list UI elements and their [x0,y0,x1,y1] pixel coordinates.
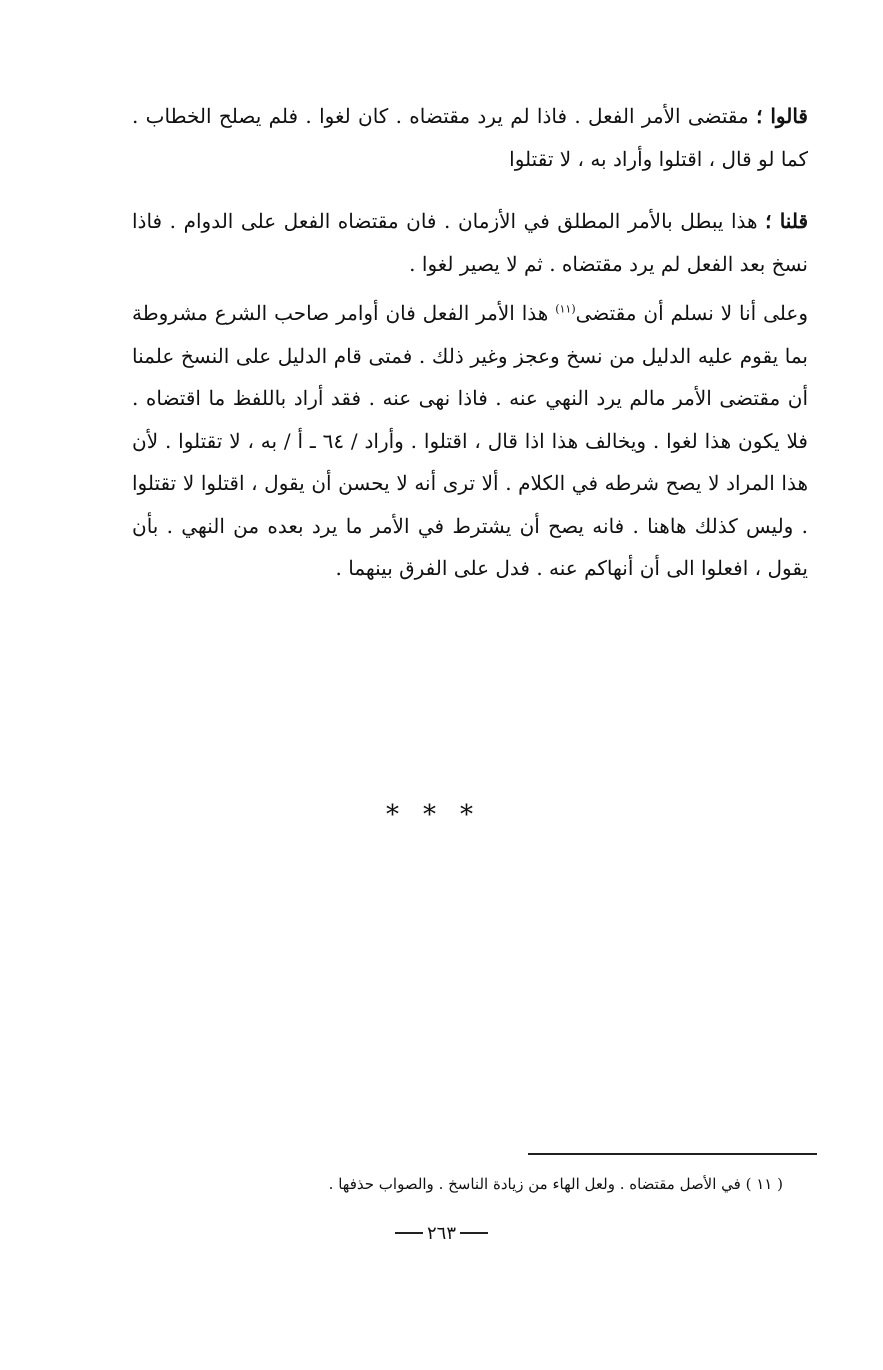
paragraph-2-text: هذا يبطل بالأمر المطلق في الأزمان . فان مقتضاه الفعل على الدوام . فاذا نسخ بعد الفعل لم يرد مقتضاه . ثم لا يصير لغوا . [132,209,808,276]
paragraph-2 [132,200,808,285]
lead-colon: ؛ [765,209,780,233]
page-number-value: ٢٦٣ [426,1222,456,1244]
paragraph-3-text-after: هذا الأمر الفعل فان أوامر صاحب الشرع مشروطة بما يقوم عليه الدليل من نسخ وعجز وغير ذلك . فمتى قام الدليل على النسخ علمنا أن مقتضى الأمر مالم يرد النهي عنه . فاذا نهى عنه . فقد أراد باللفظ ما اقتضاه . فلا يكون هذا لغوا . ويخالف هذا اذا قال ، اقتلوا . وأراد / ٦٤ ـ أ / به ، لا تقتلوا . لأن هذا المراد لا يصح شرطه في الكلام . ألا ترى أنه لا يحسن أن يقول ، اقتلوا لا تقتلوا . وليس كذلك هاهنا . فانه يصح أن يشترط في الأمر ما يرد بعده من النهي . بأن يقول ، افعلوا الى أن أنهاكم عنه . فدل على الفرق بينهما . [132,301,809,580]
footnote: ( ١١ ) في الأصل مقتضاه . ولعل الهاء من زيادة الناسخ . والصواب حذفها . [328,1175,783,1193]
footnote-reference[interactable]: (١١) [555,302,576,316]
paragraph-1-text: مقتضى الأمر الفعل . فاذا لم يرد مقتضاه . كان لغوا . فلم يصلح الخطاب . كما لو قال ، اقتلوا وأراد به ، لا تقتلوا [132,104,808,171]
paragraph-1-lead: قالوا [770,104,808,128]
dash-right [460,1232,488,1234]
page-number [0,1222,883,1244]
dash-left [395,1232,423,1234]
star-icon: * [386,800,423,830]
paragraph-3-text-before: وعلى أنا لا نسلم أن مقتضى [575,301,808,325]
lead-colon: ؛ [756,104,771,128]
paragraph-3 [132,292,808,590]
star-icon: * [423,800,460,830]
paragraph-2-lead: قلنا [779,209,809,233]
paragraph-1 [132,95,808,180]
footnote-divider [528,1153,817,1155]
section-separator [0,800,883,830]
star-icon: * [460,800,497,830]
